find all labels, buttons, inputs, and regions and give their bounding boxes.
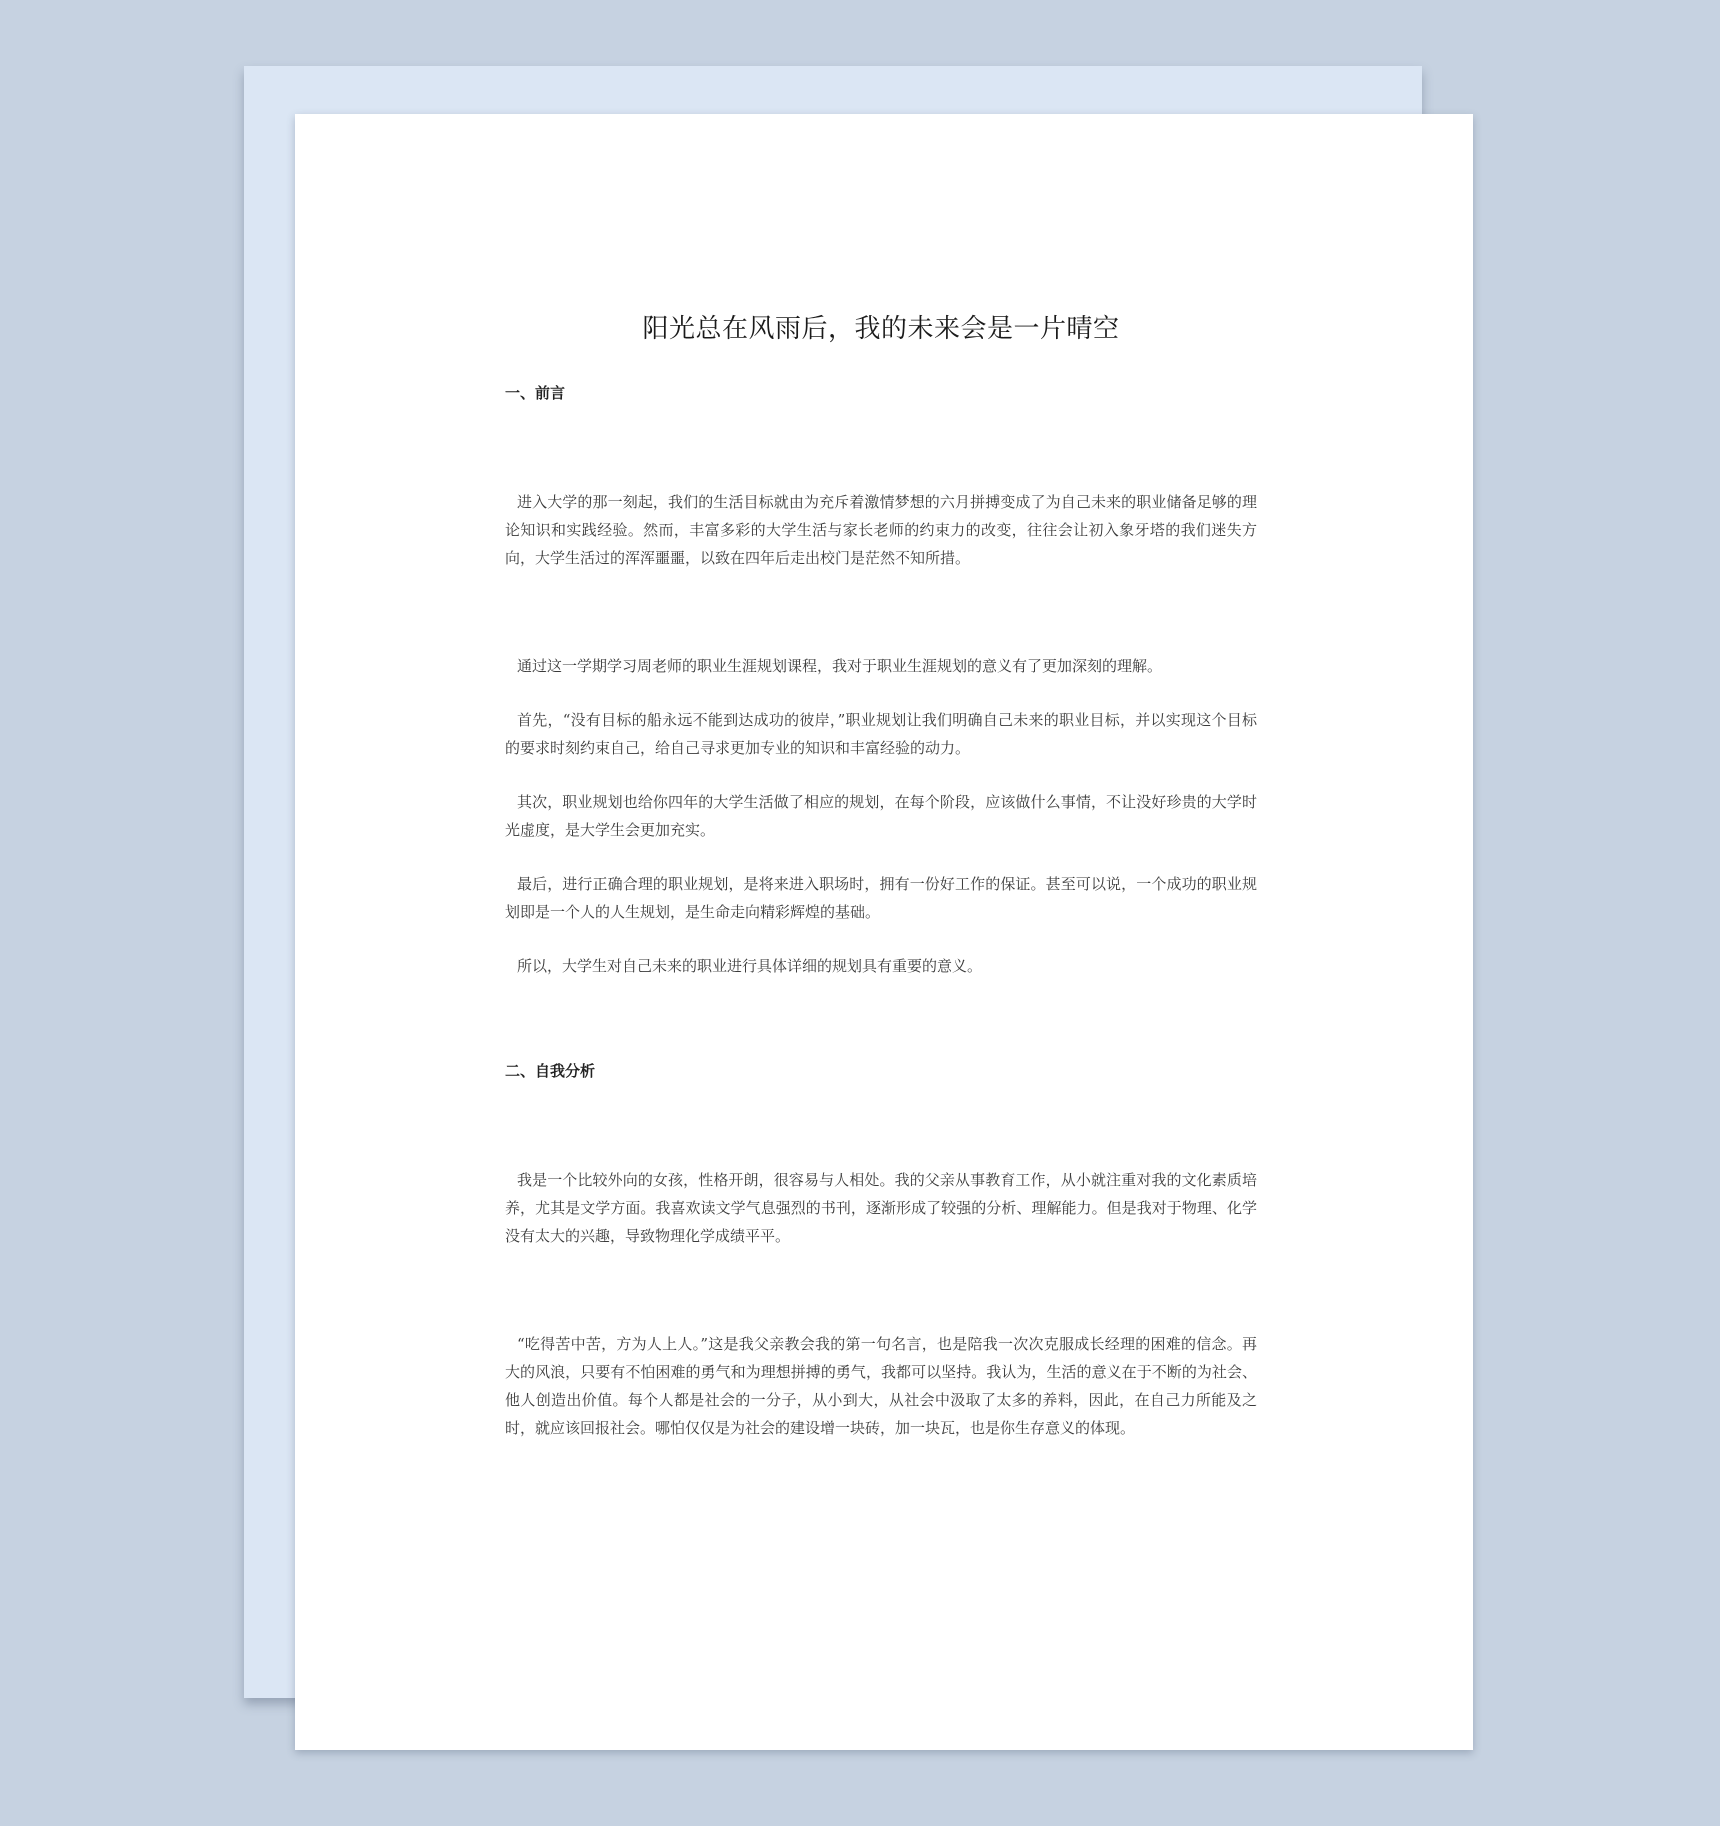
document-title: 阳光总在风雨后，我的未来会是一片晴空: [642, 314, 1120, 344]
paragraph: 其次，职业规划也给你四年的大学生活做了相应的规划，在每个阶段，应该做什么事情，不让没好珍贵的大学时光虚度，是大学生会更加充实。: [505, 793, 1257, 839]
paragraph: 所以，大学生对自己未来的职业进行具体详细的规划具有重要的意义。: [517, 957, 983, 975]
paragraph: 通过这一学期学习周老师的职业生涯规划课程，我对于职业生涯规划的意义有了更加深刻的理解。: [517, 657, 1163, 675]
paragraph: 最后，进行正确合理的职业规划，是将来进入职场时，拥有一份好工作的保证。甚至可以说，一个成功的职业规划即是一个人的人生规划，是生命走向精彩辉煌的基础。: [505, 875, 1257, 921]
paragraph: 进入大学的那一刻起，我们的生活目标就由为充斥着激情梦想的六月拼搏变成了为自己未来的职业储备足够的理论知识和实践经验。然而，丰富多彩的大学生活与家长老师的约束力的改变，往往会让初入象牙塔的我们迷失方向，大学生活过的浑浑噩噩，以致在四年后走出校门是茫然不知所措。: [505, 493, 1257, 567]
paragraph: 我是一个比较外向的女孩，性格开朗，很容易与人相处。我的父亲从事教育工作，从小就注重对我的文化素质培养，尤其是文学方面。我喜欢读文学气息强烈的书刊，逐渐形成了较强的分析、理解能力。但是我对于物理、化学没有太大的兴趣，导致物理化学成绩平平。: [505, 1171, 1257, 1245]
paragraph: “吃得苦中苦，方为人上人。”这是我父亲教会我的第一句名言，也是陪我一次次克服成长经理的困难的信念。再大的风浪，只要有不怕困难的勇气和为理想拼搏的勇气，我都可以坚持。我认为，生活的意义在于不断的为社会、他人创造出价值。每个人都是社会的一分子，从小到大，从社会中汲取了太多的养料，因此，在自己力所能及之时，就应该回报社会。哪怕仅仅是为社会的建设增一块砖，加一块瓦，也是你生存意义的体现。: [505, 1335, 1257, 1437]
paragraph: 首先，“没有目标的船永远不能到达成功的彼岸，”职业规划让我们明确自己未来的职业目标，并以实现这个目标的要求时刻约束自己，给自己寻求更加专业的知识和丰富经验的动力。: [505, 711, 1257, 757]
document-page: [295, 114, 1473, 1750]
section-heading-self-analysis: 二、自我分析: [505, 1062, 596, 1080]
section-heading-preface: 一、前言: [505, 384, 566, 402]
